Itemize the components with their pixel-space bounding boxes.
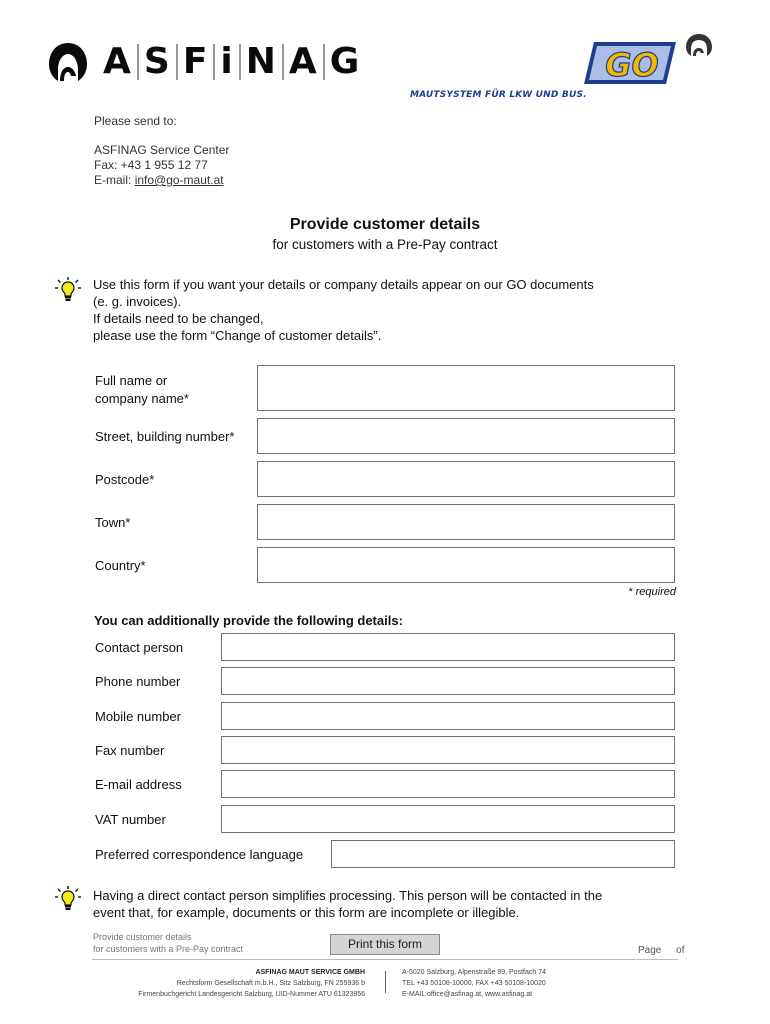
country-field[interactable]: [257, 547, 675, 583]
legal-info: [138, 967, 365, 1000]
form-title: Provide customer details: [289, 216, 481, 233]
contact-person-input[interactable]: [222, 634, 674, 660]
brand-letter: A: [284, 44, 325, 80]
email-link[interactable]: info@go-maut.at: [134, 173, 224, 187]
footer-subtitle-line: for customers with a Pre-Pay contract: [93, 944, 244, 954]
name-field[interactable]: [257, 365, 675, 411]
asfinag-wordmark: [98, 41, 365, 82]
send-to-intro: Please send to:: [94, 114, 177, 128]
asfinag-logo: [46, 40, 365, 84]
town-field[interactable]: [257, 504, 675, 540]
email-address-label: E-mail address: [95, 777, 182, 792]
vat-label: VAT number: [95, 812, 166, 827]
vat-input[interactable]: [222, 806, 674, 832]
send-to-fax: Fax: +43 1 955 12 77: [94, 158, 208, 172]
language-input[interactable]: [332, 841, 674, 867]
page-number: Page of: [638, 945, 685, 956]
postcode-field[interactable]: [257, 461, 675, 497]
fax-field[interactable]: [221, 736, 675, 764]
town-input[interactable]: [258, 505, 674, 539]
address-line: TEL +43 50108-10000, FAX +43 50108-10020: [402, 980, 546, 987]
email-label: E-mail:: [94, 173, 132, 187]
brand-letter: G: [329, 41, 361, 82]
country-input[interactable]: [258, 548, 674, 582]
contact-person-label: Contact person: [95, 640, 184, 655]
name-label: [95, 372, 189, 408]
address-line: E-MAIL office@asfinag.at, www.asfinag.at: [402, 991, 533, 998]
postcode-input[interactable]: [258, 462, 674, 496]
fax-input[interactable]: [222, 737, 674, 763]
email-address-input[interactable]: [222, 771, 674, 797]
address-line: A-5020 Salzburg, Alpenstraße 99, Postfach 74: [402, 969, 546, 976]
name-label-line2: company name*: [95, 391, 189, 406]
footer-doc-title: [93, 931, 243, 955]
email-address-field[interactable]: [221, 770, 675, 798]
asfinag-mark-icon: [46, 40, 90, 84]
lightbulb-icon: [54, 276, 82, 304]
country-label: Country*: [95, 558, 146, 573]
lightbulb-hint-icon: [54, 885, 82, 913]
go-logo-text: GO: [605, 46, 659, 84]
asfinag-small-mark-icon: [684, 32, 714, 58]
info-line: Use this form if you want your details or company details appear on our GO documents: [93, 277, 594, 292]
language-label: Preferred correspondence language: [95, 847, 304, 862]
hint-line: event that, for example, documents or this form are incomplete or illegible.: [93, 905, 520, 920]
required-note: * required: [628, 586, 676, 598]
form-subtitle: for customers with a Pre-Pay contract: [272, 237, 498, 252]
info-line: (e. g. invoices).: [93, 294, 182, 309]
brand-letter: N: [241, 44, 284, 80]
street-input[interactable]: [258, 419, 674, 453]
street-label: Street, building number*: [95, 429, 235, 444]
footer-title-line: Provide customer details: [93, 932, 192, 942]
phone-input[interactable]: [222, 668, 674, 694]
legal-divider: [385, 971, 386, 993]
company-address: [402, 967, 546, 1000]
legal-line: Firmenbuchgericht Landesgericht Salzburg, UID-Nummer ATU 61323856: [138, 991, 365, 998]
vat-field[interactable]: [221, 805, 675, 833]
hint-line: Having a direct contact person simplifies processing. This person will be contacted in the: [93, 888, 603, 903]
contact-person-field[interactable]: [221, 633, 675, 661]
info-line: please use the form “Change of customer details”.: [93, 328, 382, 343]
name-input[interactable]: [258, 366, 674, 410]
town-label: Town*: [95, 515, 131, 530]
brand-letter: S: [139, 44, 178, 80]
go-tagline: MAUTSYSTEM FÜR LKW UND BUS.: [410, 90, 587, 100]
postcode-label: Postcode*: [95, 472, 155, 487]
footer-divider: [92, 959, 678, 960]
brand-letter: F: [178, 44, 216, 80]
mobile-field[interactable]: [221, 702, 675, 730]
mobile-label: Mobile number: [95, 709, 181, 724]
mobile-input[interactable]: [222, 703, 674, 729]
info-line: If details need to be changed,: [93, 311, 264, 326]
print-form-button[interactable]: Print this form: [330, 934, 440, 955]
send-to-recipient: ASFINAG Service Center: [94, 143, 230, 157]
brand-letter: i: [215, 44, 240, 80]
phone-field[interactable]: [221, 667, 675, 695]
hint-text: [93, 887, 602, 921]
language-field[interactable]: [331, 840, 675, 868]
brand-letter: A: [98, 44, 139, 80]
name-label-line1: Full name or: [95, 373, 168, 388]
street-field[interactable]: [257, 418, 675, 454]
go-logo: [582, 38, 678, 88]
company-name: ASFINAG MAUT SERVICE GMBH: [255, 969, 365, 976]
phone-label: Phone number: [95, 674, 181, 689]
legal-line: Rechtsform Gesellschaft m.b.H., Sitz Salzburg, FN 255936 b: [176, 980, 365, 987]
info-text: [93, 276, 594, 344]
optional-heading: You can additionally provide the following details:: [94, 613, 403, 628]
send-to-email-line: [94, 173, 224, 187]
fax-label: Fax number: [95, 743, 165, 758]
